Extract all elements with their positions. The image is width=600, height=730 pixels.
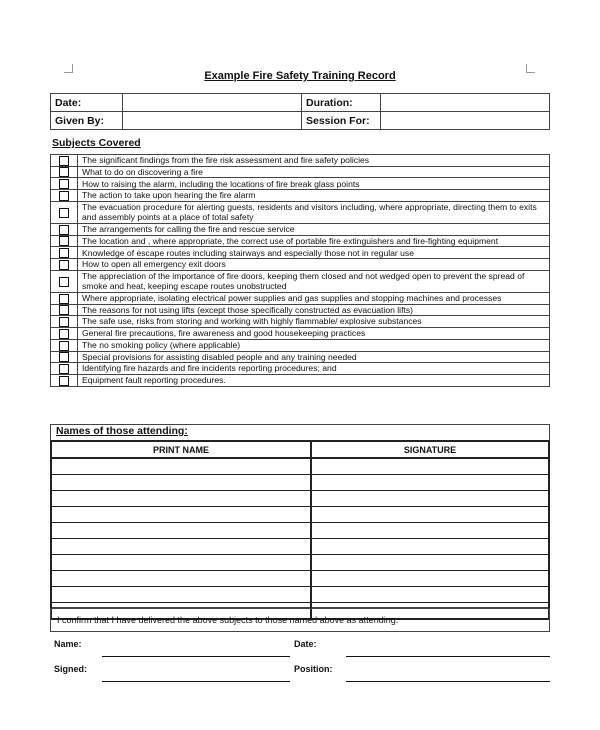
subject-row [51,155,550,167]
subject-row [51,270,550,292]
subject-text: The location and , where appropriate, the correct use of portable fire extinguishers and fire-fighting equipment [78,235,550,247]
attendee-row [51,587,549,603]
attendee-name-cell[interactable] [51,523,311,539]
subject-text: The action to take upon hearing the fire alarm [78,190,550,202]
subject-text: How to open all emergency exit doors [78,259,550,271]
subject-checkbox-cell [51,270,78,292]
attendee-name-cell[interactable] [51,587,311,603]
subject-text: Identifying fire hazards and fire incidents reporting procedures; and [78,363,550,375]
attending-table [50,440,550,620]
given-by-label: Given By: [51,112,123,130]
subject-checkbox-cell [51,223,78,235]
attendee-row [51,523,549,539]
print-name-header: PRINT NAME [51,441,311,458]
checkbox-icon[interactable] [59,191,69,201]
checkbox-icon[interactable] [59,179,69,189]
attendee-name-cell[interactable] [51,491,311,507]
attendee-signature-cell[interactable] [311,539,549,555]
checkbox-icon[interactable] [59,364,69,374]
subject-row [51,178,550,190]
signature-header: SIGNATURE [311,441,549,458]
attendee-signature-cell[interactable] [311,507,549,523]
subject-checkbox-cell [51,235,78,247]
attendee-row [51,539,549,555]
subject-row [51,328,550,340]
subject-checkbox-cell [51,292,78,304]
subject-row [51,190,550,202]
header-table [50,93,550,130]
attendee-row [51,571,549,587]
subject-text: The no smoking policy (where applicable) [78,339,550,351]
subject-row [51,304,550,316]
duration-label: Duration: [302,94,381,112]
subject-checkbox-cell [51,190,78,202]
subject-checkbox-cell [51,363,78,375]
attendee-signature-cell[interactable] [311,587,549,603]
subject-checkbox-cell [51,247,78,259]
checkbox-icon[interactable] [59,248,69,258]
attendee-name-cell[interactable] [51,571,311,587]
subject-text: The evacuation procedure for alerting guests, residents and visitors including, where appropriate, directing them to exits and assembly points at a place of total safety [78,201,550,223]
subjects-heading: Subjects Covered [52,137,141,149]
date-field[interactable] [123,94,302,112]
subject-text: Equipment fault reporting procedures. [78,375,550,387]
position-field[interactable] [346,657,550,682]
attendee-row [51,475,549,491]
attendee-signature-cell[interactable] [311,571,549,587]
subject-text: Special provisions for assisting disabled people and any training needed [78,351,550,363]
given-by-field[interactable] [123,112,302,130]
name-field[interactable] [102,632,290,657]
checkbox-icon[interactable] [59,236,69,246]
date-label: Date: [51,94,123,112]
attendee-name-cell[interactable] [51,475,311,491]
subject-checkbox-cell [51,328,78,340]
subjects-table [50,154,550,387]
subject-text: The reasons for not using lifts (except those specifically constructed as evacuation lifts) [78,304,550,316]
subject-text: Where appropriate, isolating electrical power supplies and gas supplies and stopping machines and processes [78,292,550,304]
checkbox-icon[interactable] [59,294,69,304]
subject-row [51,351,550,363]
subject-row [51,339,550,351]
subject-row [51,201,550,223]
subject-text: General fire precautions, fire awareness and good housekeeping practices [78,328,550,340]
subject-row [51,316,550,328]
checkbox-icon[interactable] [59,329,69,339]
attendee-name-cell[interactable] [51,539,311,555]
checkbox-icon[interactable] [59,341,69,351]
subject-text: The significant findings from the fire risk assessment and fire safety policies [78,155,550,167]
checkbox-icon[interactable] [59,352,69,362]
checkbox-icon[interactable] [59,317,69,327]
attendee-row [51,555,549,571]
attendee-name-cell[interactable] [51,458,311,475]
subject-checkbox-cell [51,304,78,316]
confirmation-text: I confirm that I have delivered the above subjects to those named above as attending. [50,608,550,632]
document-title: Example Fire Safety Training Record [204,70,396,82]
attending-heading: Names of those attending: [56,425,188,437]
attendee-row [51,458,549,475]
duration-field[interactable] [381,94,550,112]
attendee-signature-cell[interactable] [311,475,549,491]
checkbox-icon[interactable] [59,167,69,177]
subject-checkbox-cell [51,166,78,178]
checkbox-icon[interactable] [59,260,69,270]
subject-checkbox-cell [51,201,78,223]
name-label: Name: [54,639,82,650]
signoff-date-field[interactable] [346,632,550,657]
checkbox-icon[interactable] [59,208,69,218]
subject-checkbox-cell [51,375,78,387]
signoff-table [50,632,550,682]
subject-checkbox-cell [51,316,78,328]
attendee-signature-cell[interactable] [311,458,549,475]
attendee-row [51,491,549,507]
subject-row [51,247,550,259]
subject-row [51,363,550,375]
subject-text: The appreciation of the importance of fire doors, keeping them closed and not wedged open to prevent the spread of smoke and heat, keeping escape routes unobstructed [78,270,550,292]
subject-text: The safe use, risks from storing and working with highly flammable/ explosive substances [78,316,550,328]
subject-row [51,292,550,304]
checkbox-icon[interactable] [59,376,69,386]
attendee-signature-cell[interactable] [311,491,549,507]
attendee-signature-cell[interactable] [311,555,549,571]
subject-row [51,375,550,387]
signoff-date-label: Date: [294,639,317,650]
subject-text: Knowledge of escape routes including stairways and especially those not in regular use [78,247,550,259]
attendee-row [51,507,549,523]
position-label: Position: [294,664,333,674]
subject-checkbox-cell [51,351,78,363]
subject-checkbox-cell [51,155,78,167]
attendee-name-cell[interactable] [51,507,311,523]
checkbox-icon[interactable] [59,156,69,166]
session-for-label: Session For: [302,112,381,130]
subject-checkbox-cell [51,259,78,271]
checkbox-icon[interactable] [59,305,69,315]
session-for-field[interactable] [381,112,550,130]
subject-text: The arrangements for calling the fire and rescue service [78,223,550,235]
subject-checkbox-cell [51,178,78,190]
subject-text: What to do on discovering a fire [78,166,550,178]
subject-row [51,259,550,271]
subject-checkbox-cell [51,339,78,351]
attendee-signature-cell[interactable] [311,523,549,539]
subject-row [51,166,550,178]
subject-text: How to raising the alarm, including the locations of fire break glass points [78,178,550,190]
signed-field[interactable] [102,657,290,682]
subject-row [51,223,550,235]
signed-label: Signed: [54,664,87,674]
checkbox-icon[interactable] [59,225,69,235]
attendee-name-cell[interactable] [51,555,311,571]
checkbox-icon[interactable] [59,277,69,287]
subject-row [51,235,550,247]
